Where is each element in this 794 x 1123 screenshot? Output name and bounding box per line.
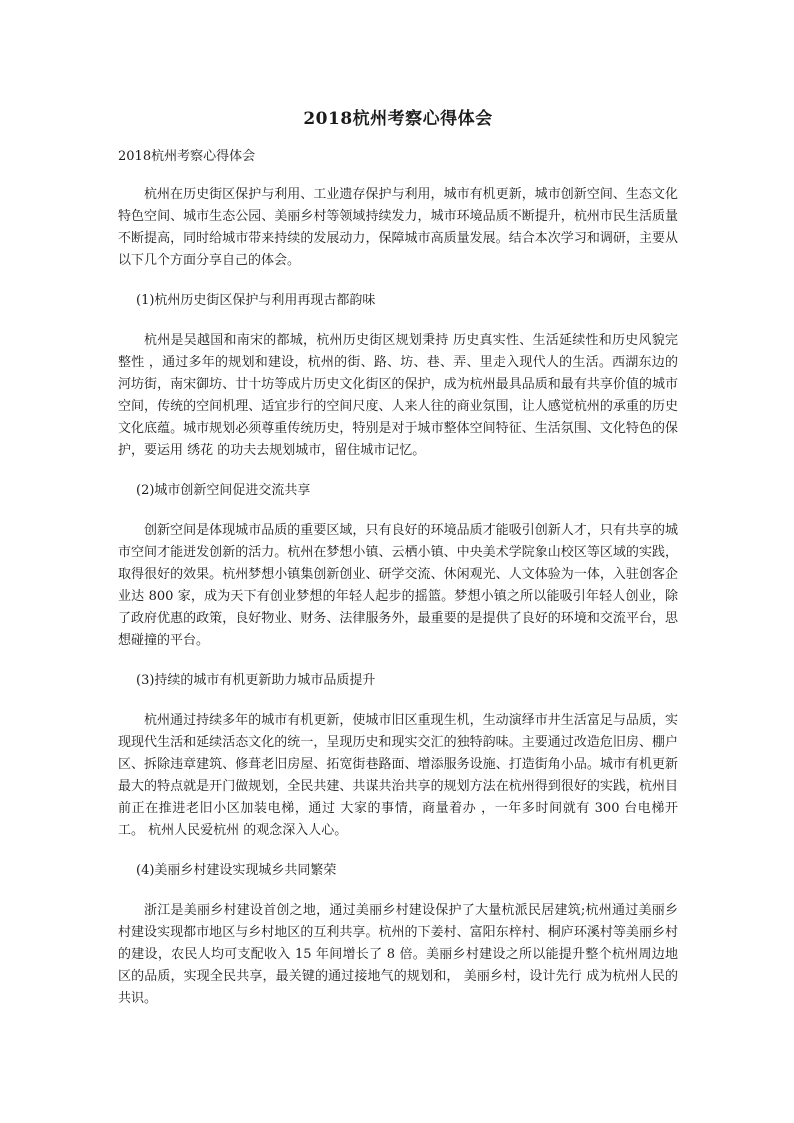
document-subtitle: 2018杭州考察心得体会 [118,149,256,164]
intro-paragraph: 杭州在历史街区保护与利用、工业遗存保护与利用，城市有机更新，城市创新空间、生态文化特色空间、城市生态公园、美丽乡村等领域持续发力，城市环境品质不断提升，杭州市民生活质量不断提高，同时给城市带来持续的发展动力，保障城市高质量发展。结合本次学习和调研，主要从以下几个方面分享自己的体会。 [118,187,678,268]
section-heading-1: (1)杭州历史街区保护与利用再现古都韵味 [136,293,376,308]
section-body-4: 浙江是美丽乡村建设首创之地，通过美丽乡村建设保护了大量杭派民居建筑;杭州通过美丽乡村建设实现都市地区与乡村地区的互利共享。杭州的下姜村、富阳东梓村、桐庐环溪村等美丽乡村的建设，农民人均可支配收入 15 年间增长了 8 倍。美丽乡村建设之所以能提升整个杭州周边地区的品质，实现全民共享，最关键的通过接地气的规划和， 美丽乡村，设计先行 成为杭州人民的共识。 [118,903,678,1006]
section-heading-4: (4)美丽乡村建设实现城乡共同繁荣 [136,863,337,878]
document-page [118,104,678,1028]
document-title: 2018杭州考察心得体会 [303,109,493,129]
section-body-2: 创新空间是体现城市品质的重要区域，只有良好的环境品质才能吸引创新人才，只有共享的城市空间才能迸发创新的活力。杭州在梦想小镇、云栖小镇、中央美术学院象山校区等区域的实践，取得很好的效果。杭州梦想小镇集创新创业、研学交流、休闲观光、人文体验为一体，入驻创客企业达 800 家，成为天下有创业梦想的年轻人起步的摇篮。梦想小镇之所以能吸引年轻人创业，除了政府优惠的政策，良好物业、财务、法律服务外，最重要的是提供了良好的环境和交流平台，思想碰撞的平台。 [118,523,678,648]
section-heading-3: (3)持续的城市有机更新助力城市品质提升 [136,673,376,688]
section-body-1: 杭州是吴越国和南宋的都城，杭州历史街区规划秉持 历史真实性、生活延续性和历史风貌完整性 ，通过多年的规划和建设，杭州的街、路、坊、巷、弄、里走入现代人的生活。西湖东边的河坊街，南宋御坊、廿十坊等成片历史文化街区的保护，成为杭州最具品质和最有共享价值的城市空间，传统的空间机理、适宜步行的空间尺度、人来人往的商业氛围，让人感觉杭州的承重的历史文化底蕴。城市规划必须尊重传统历史，特别是对于城市整体空间特征、生活氛围、文化特色的保护，要运用 绣花 的功夫去规划城市，留住城市记忆。 [118,333,678,458]
section-body-3: 杭州通过持续多年的城市有机更新，使城市旧区重现生机，生动演绎市井生活富足与品质，实现现代生活和延续活态文化的统一，呈现历史和现实交汇的独特韵味。主要通过改造危旧房、棚户区、拆除违章建筑、修葺老旧房屋、拓宽街巷路面、增添服务设施、打造街角小品。城市有机更新最大的特点就是开门做规划，全民共建、共谋共治共享的规划方法在杭州得到很好的实践，杭州目前正在推进老旧小区加装电梯，通过 大家的事情，商量着办 ，一年多时间就有 300 台电梯开工。 杭州人民爱杭州 的观念深入人心。 [118,713,678,838]
section-heading-2: (2)城市创新空间促进交流共享 [136,483,311,498]
